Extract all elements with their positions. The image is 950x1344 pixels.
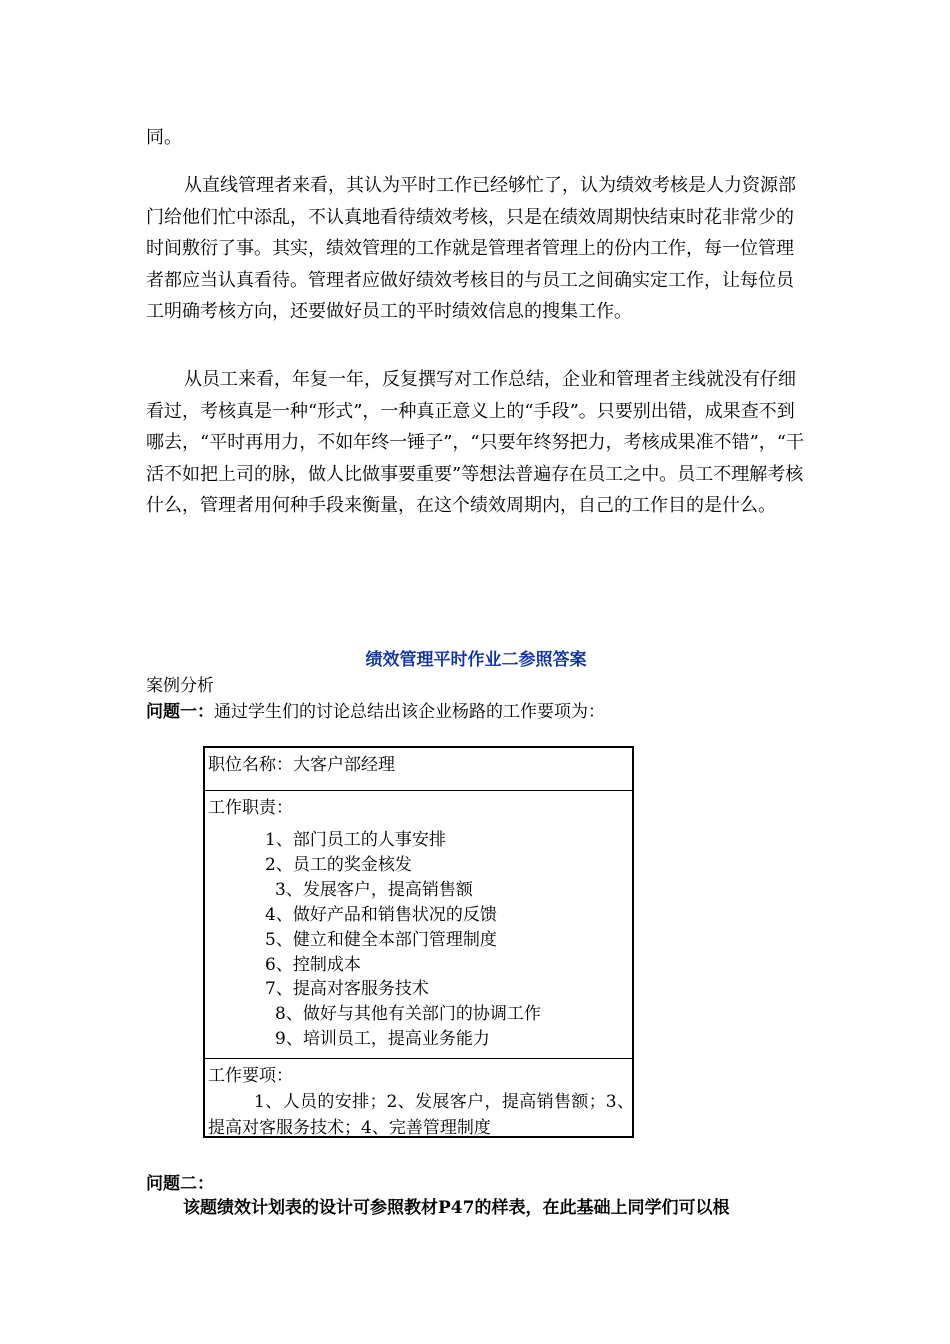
duty-item: 8、做好与其他有关部门的协调工作 bbox=[275, 1004, 541, 1025]
duties-title: 工作职责： bbox=[208, 798, 293, 818]
question-one-text: 通过学生们的讨论总结出该企业杨路的工作要项为： bbox=[214, 702, 605, 722]
job-description-table bbox=[203, 746, 634, 1138]
question-two-text: 该题绩效计划表的设计可参照教材P47的样表，在此基础上同学们可以根 bbox=[183, 1198, 730, 1218]
paragraph-line-managers bbox=[146, 170, 806, 328]
duty-item: 1、部门员工的人事安排 bbox=[265, 830, 446, 850]
requirements-text: 1、人员的安排；2、发展客户，提高销售额；3、提高对客服务技术；4、完善管理制度 bbox=[208, 1092, 634, 1138]
duty-item: 3、发展客户，提高销售额 bbox=[275, 879, 473, 900]
question-two-label: 问题二： bbox=[146, 1174, 214, 1194]
duty-item: 9、培训员工，提高业务能力 bbox=[275, 1029, 490, 1050]
position-row bbox=[205, 748, 632, 791]
question-one bbox=[146, 700, 605, 724]
duties-list bbox=[205, 828, 541, 1052]
duties-row bbox=[205, 791, 632, 1059]
section-subheading: 案例分析 bbox=[146, 676, 214, 696]
duty-item: 4、做好产品和销售状况的反馈 bbox=[265, 904, 497, 925]
paragraph-text: 同。 bbox=[146, 127, 182, 148]
question-one-label: 问题一： bbox=[146, 702, 214, 722]
paragraph-continued bbox=[146, 122, 806, 154]
duty-item: 5、健立和健全本部门管理制度 bbox=[265, 929, 497, 950]
position-name: 职位名称：大客户部经理 bbox=[208, 755, 395, 775]
section-heading: 绩效管理平时作业二参照答案 bbox=[365, 650, 587, 670]
paragraph-text: 从员工来看，年复一年，反复撰写对工作总结，企业和管理者主线就没有仔细看过，考核真是一种“形式”，一种真正意义上的“手段”。只要别出错，成果查不到哪去，“平时再用力，不如年终一锤子”，“只要年终努把力，考核成果准不错”，“干活不如把上司的脉，做人比做事要重要”等想法普遍存在员工之中。员工不理解考核什么，管理者用何种手段来衡量，在这个绩效周期内，自己的工作目的是什么。 bbox=[146, 369, 805, 516]
requirements-row bbox=[205, 1059, 632, 1138]
requirements-title: 工作要项： bbox=[208, 1066, 293, 1086]
paragraph-employees bbox=[146, 364, 806, 522]
duty-item: 2、员工的奖金核发 bbox=[265, 854, 412, 875]
duty-item: 6、控制成本 bbox=[265, 954, 361, 975]
paragraph-text: 从直线管理者来看，其认为平时工作已经够忙了，认为绩效考核是人力资源部门给他们忙中添乱，不认真地看待绩效考核，只是在绩效周期快结束时花非常少的时间敷衍了事。其实，绩效管理的工作就是管理者管理上的份内工作，每一位管理者都应当认真看待。管理者应做好绩效考核目的与员工之间确实定工作，让每位员工明确考核方向，还要做好员工的平时绩效信息的搜集工作。 bbox=[146, 175, 796, 322]
duty-item: 7、提高对客服务技术 bbox=[265, 979, 429, 1000]
